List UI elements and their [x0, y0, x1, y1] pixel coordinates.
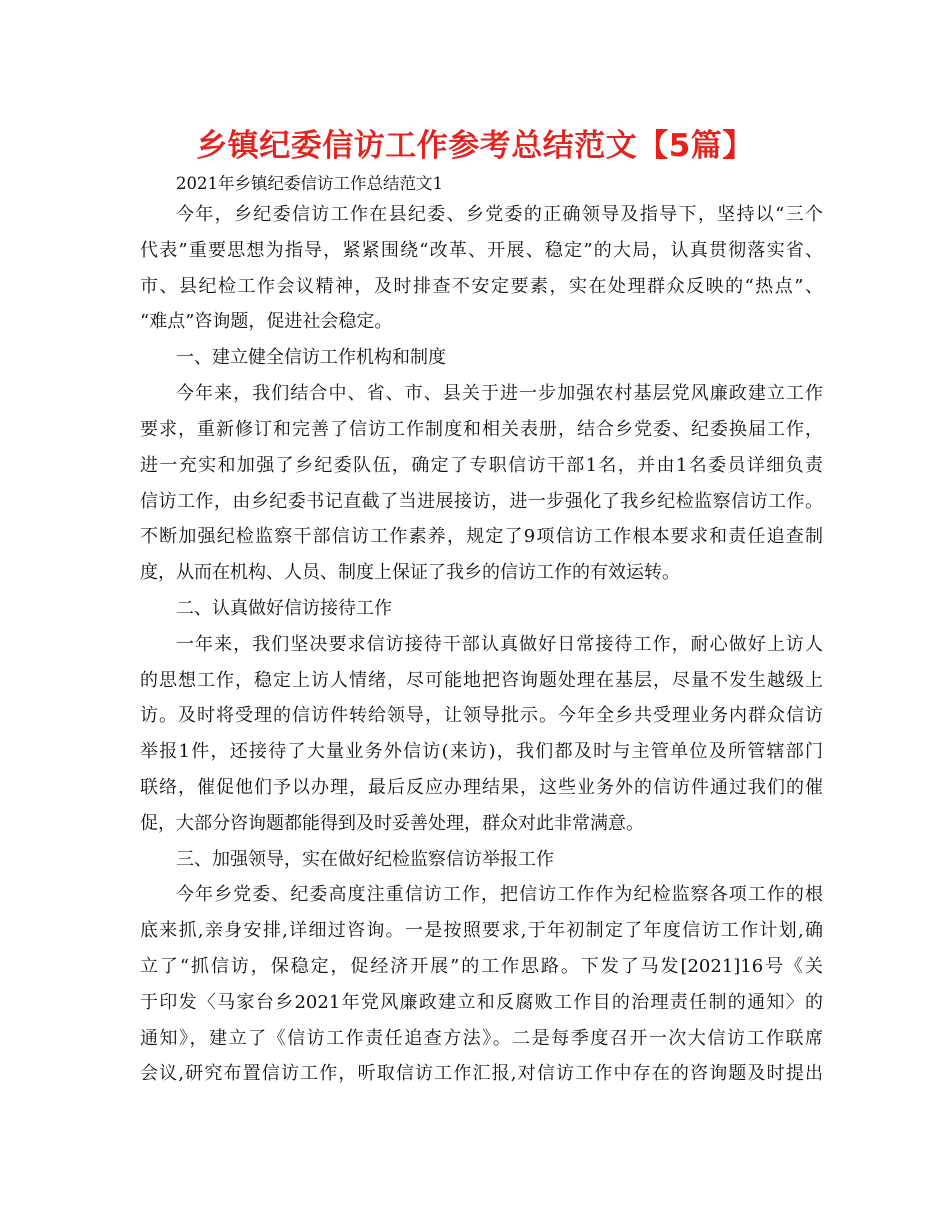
paragraph-line: 的思想工作，稳定上访人情绪，尽可能地把咨询题处理在基层，尽量不发生越级上 [140, 670, 823, 691]
paragraph-line: 一年来，我们坚决要求信访接待干部认真做好日常接待工作，耐心做好上访人 [176, 634, 823, 655]
paragraph-line: 市、县纪检工作会议精神，及时排查不安定要素，实在处理群众反映的“热点”、 [140, 276, 823, 297]
paragraph-line: 立了“抓信访，保稳定，促经济开展”的工作思路。下发了马发[2021]16号《关 [140, 956, 823, 977]
paragraph-line: 今年，乡纪委信访工作在县纪委、乡党委的正确领导及指导下，坚持以“三个 [176, 204, 823, 225]
paragraph-line: 联络，催促他们予以办理，最后反应办理结果，这些业务外的信访件通过我们的催 [140, 777, 823, 798]
paragraph-line: 今年乡党委、纪委高度注重信访工作，把信访工作作为纪检监察各项工作的根 [176, 884, 823, 905]
section-heading: 二、认真做好信访接待工作 [176, 598, 392, 619]
paragraph-line: 进一充实和加强了乡纪委队伍，确定了专职信访干部1名，并由1名委员详细负责 [140, 455, 823, 476]
paragraph-line: 访。及时将受理的信访件转给领导，让领导批示。今年全乡共受理业务内群众信访 [140, 705, 823, 726]
subtitle-line: 2021年乡镇纪委信访工作总结范文1 [176, 174, 443, 193]
paragraph-line: 促，大部分咨询题都能得到及时妥善处理，群众对此非常满意。 [140, 813, 644, 834]
paragraph-line: 通知》，建立了《信访工作责任追查方法》。二是每季度召开一次大信访工作联席 [140, 1028, 823, 1049]
paragraph-line: 不断加强纪检监察干部信访工作素养，规定了9项信访工作根本要求和责任追查制 [140, 526, 823, 547]
paragraph-line: 代表”重要思想为指导，紧紧围绕“改革、开展、稳定”的大局，认真贯彻落实省、 [140, 240, 823, 261]
paragraph-line: 要求，重新修订和完善了信访工作制度和相关表册，结合乡党委、纪委换届工作， [140, 419, 823, 440]
paragraph-line: “难点”咨询题，促进社会稳定。 [140, 311, 393, 332]
section-heading: 一、建立健全信访工作机构和制度 [176, 347, 446, 368]
paragraph-line: 今年来，我们结合中、省、市、县关于进一步加强农村基层党风廉政建立工作 [176, 383, 823, 404]
paragraph-line: 举报1件，还接待了大量业务外信访(来访)，我们都及时与主管单位及所管辖部门 [140, 741, 823, 762]
section-heading: 三、加强领导，实在做好纪检监察信访举报工作 [176, 849, 554, 870]
paragraph-line: 信访工作，由乡纪委书记直截了当进展接访，进一步强化了我乡纪检监察信访工作。 [140, 491, 823, 512]
paragraph-line: 于印发〈马家台乡2021年党风廉政建立和反腐败工作目的治理责任制的通知〉的 [140, 992, 823, 1013]
paragraph-line: 会议,研究布置信访工作，听取信访工作汇报,对信访工作中存在的咨询题及时提出 [140, 1063, 823, 1084]
paragraph-line: 度，从而在机构、人员、制度上保证了我乡的信访工作的有效运转。 [140, 562, 680, 583]
document-title: 乡镇纪委信访工作参考总结范文【5篇】 [196, 128, 754, 164]
paragraph-line: 底来抓,亲身安排,详细过咨询。一是按照要求,于年初制定了年度信访工作计划,确 [140, 920, 823, 941]
